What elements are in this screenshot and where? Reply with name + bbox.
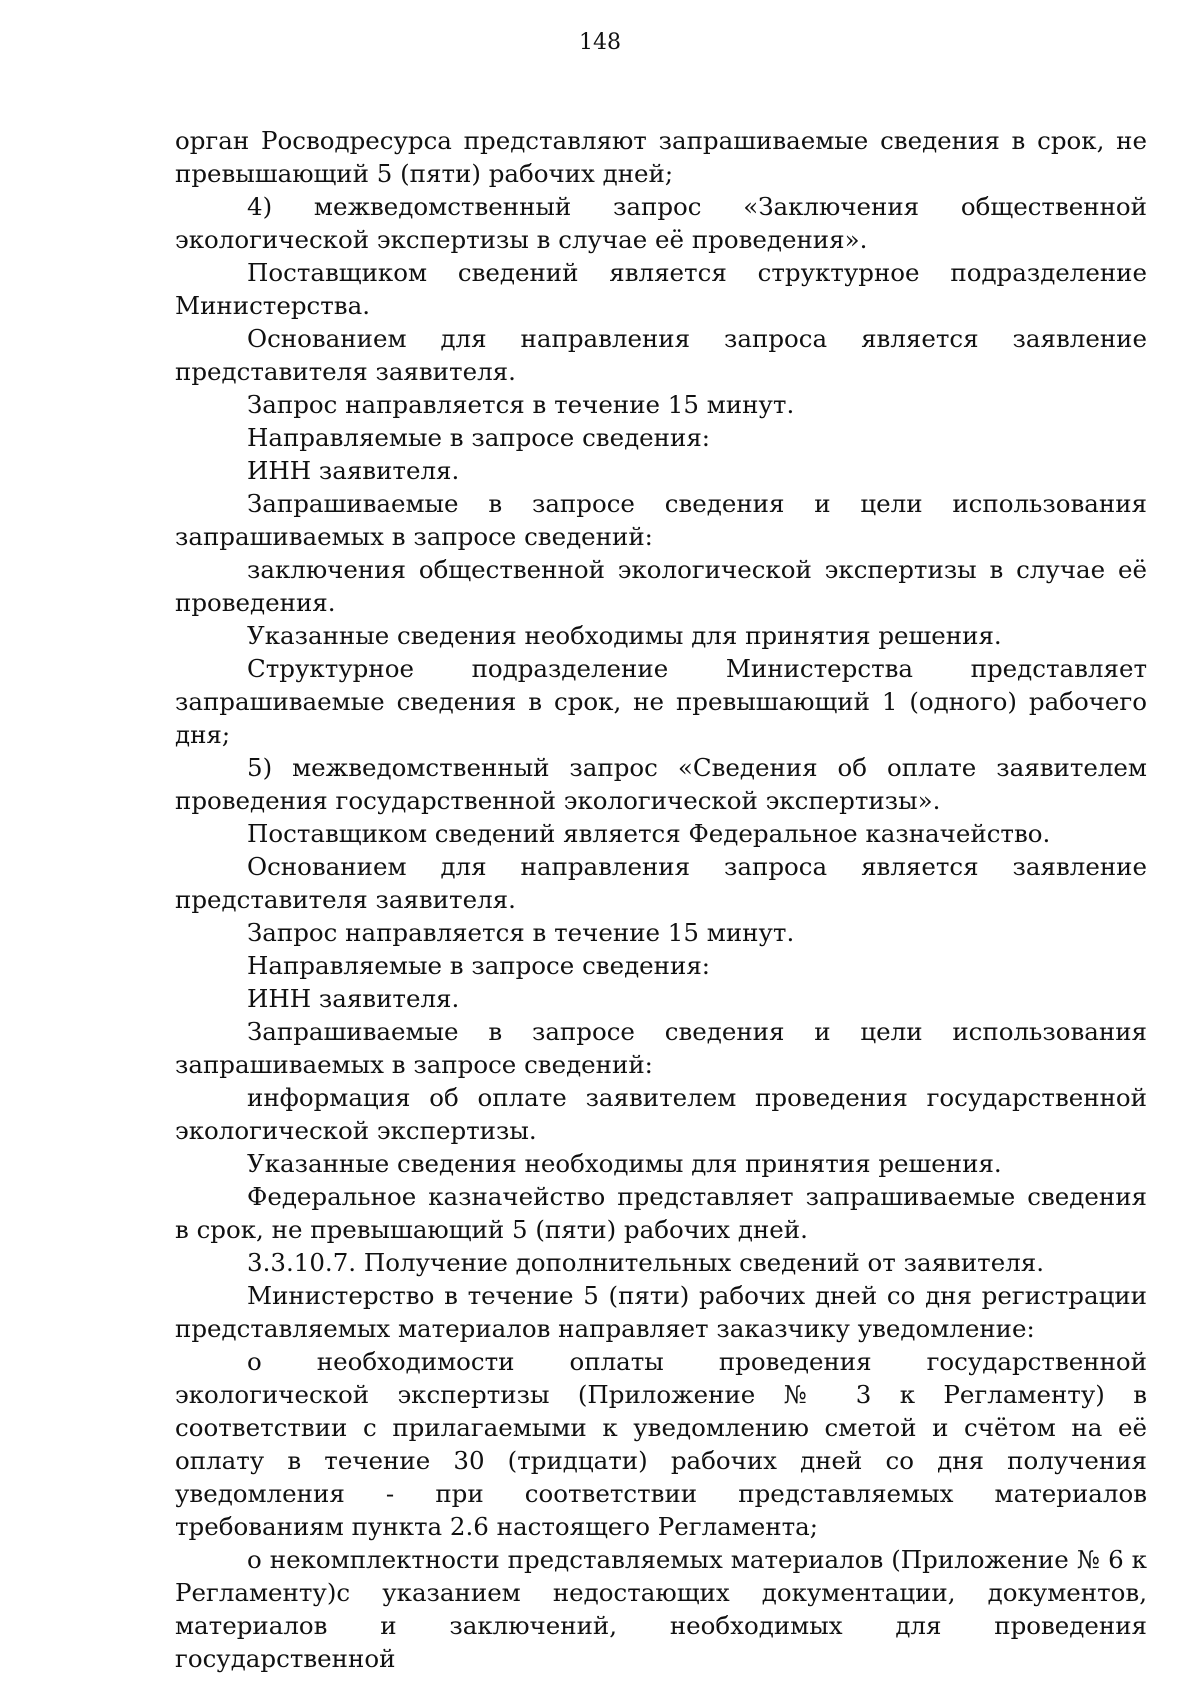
paragraph: заключения общественной экологической экспертизы в случае её проведения.: [175, 555, 1147, 617]
paragraph: Запрос направляется в течение 15 минут.: [247, 390, 795, 419]
paragraph: ИНН заявителя.: [247, 456, 460, 485]
paragraph: Запрашиваемые в запросе сведения и цели использования запрашиваемых в запросе сведений:: [175, 1017, 1147, 1079]
paragraph: информация об оплате заявителем проведения государственной экологической экспертизы.: [175, 1083, 1147, 1145]
paragraph: Запрос направляется в течение 15 минут.: [247, 918, 795, 947]
paragraph: Поставщиком сведений является Федеральное казначейство.: [247, 819, 1051, 848]
paragraph: 5) межведомственный запрос «Сведения об оплате заявителем проведения государственной экологической экспертизы».: [175, 753, 1147, 815]
paragraph: Поставщиком сведений является структурное подразделение Министерства.: [175, 258, 1147, 320]
paragraph: ИНН заявителя.: [247, 984, 460, 1013]
paragraph: Основанием для направления запроса является заявление представителя заявителя.: [175, 324, 1147, 386]
paragraph: Направляемые в запросе сведения:: [247, 951, 711, 980]
paragraph: о некомплектности представляемых материалов (Приложение № 6 к Регламенту)с указанием недостающих документации, документов, материалов и заключений, необходимых для проведения государственной: [175, 1545, 1147, 1673]
paragraph: 3.3.10.7. Получение дополнительных сведений от заявителя.: [247, 1248, 1045, 1277]
page-number: 148: [579, 30, 621, 55]
paragraph: Направляемые в запросе сведения:: [247, 423, 711, 452]
paragraph: Министерство в течение 5 (пяти) рабочих дней со дня регистрации представляемых материалов направляет заказчику уведомление:: [175, 1281, 1147, 1343]
paragraph: Основанием для направления запроса является заявление представителя заявителя.: [175, 852, 1147, 914]
document-body: [175, 124, 1147, 1675]
paragraph: о необходимости оплаты проведения государственной экологической экспертизы (Приложение № 3 к Регламенту) в соответствии с прилагаемыми к уведомлению сметой и счётом на её оплату в течение 30 (тридцати) рабочих дней со дня получения уведомления - при соответствии представляемых материалов требованиям пункта 2.6 настоящего Регламента;: [175, 1347, 1147, 1541]
paragraph: орган Росводресурса представляют запрашиваемые сведения в срок, не превышающий 5 (пяти) рабочих дней;: [175, 126, 1147, 188]
paragraph: Указанные сведения необходимы для принятия решения.: [247, 1149, 1002, 1178]
paragraph: Запрашиваемые в запросе сведения и цели использования запрашиваемых в запросе сведений:: [175, 489, 1147, 551]
paragraph: Указанные сведения необходимы для принятия решения.: [247, 621, 1002, 650]
paragraph: Структурное подразделение Министерства представляет запрашиваемые сведения в срок, не превышающий 1 (одного) рабочего дня;: [175, 654, 1147, 749]
paragraph: 4) межведомственный запрос «Заключения общественной экологической экспертизы в случае её проведения».: [175, 192, 1147, 254]
paragraph: Федеральное казначейство представляет запрашиваемые сведения в срок, не превышающий 5 (пяти) рабочих дней.: [175, 1182, 1147, 1244]
